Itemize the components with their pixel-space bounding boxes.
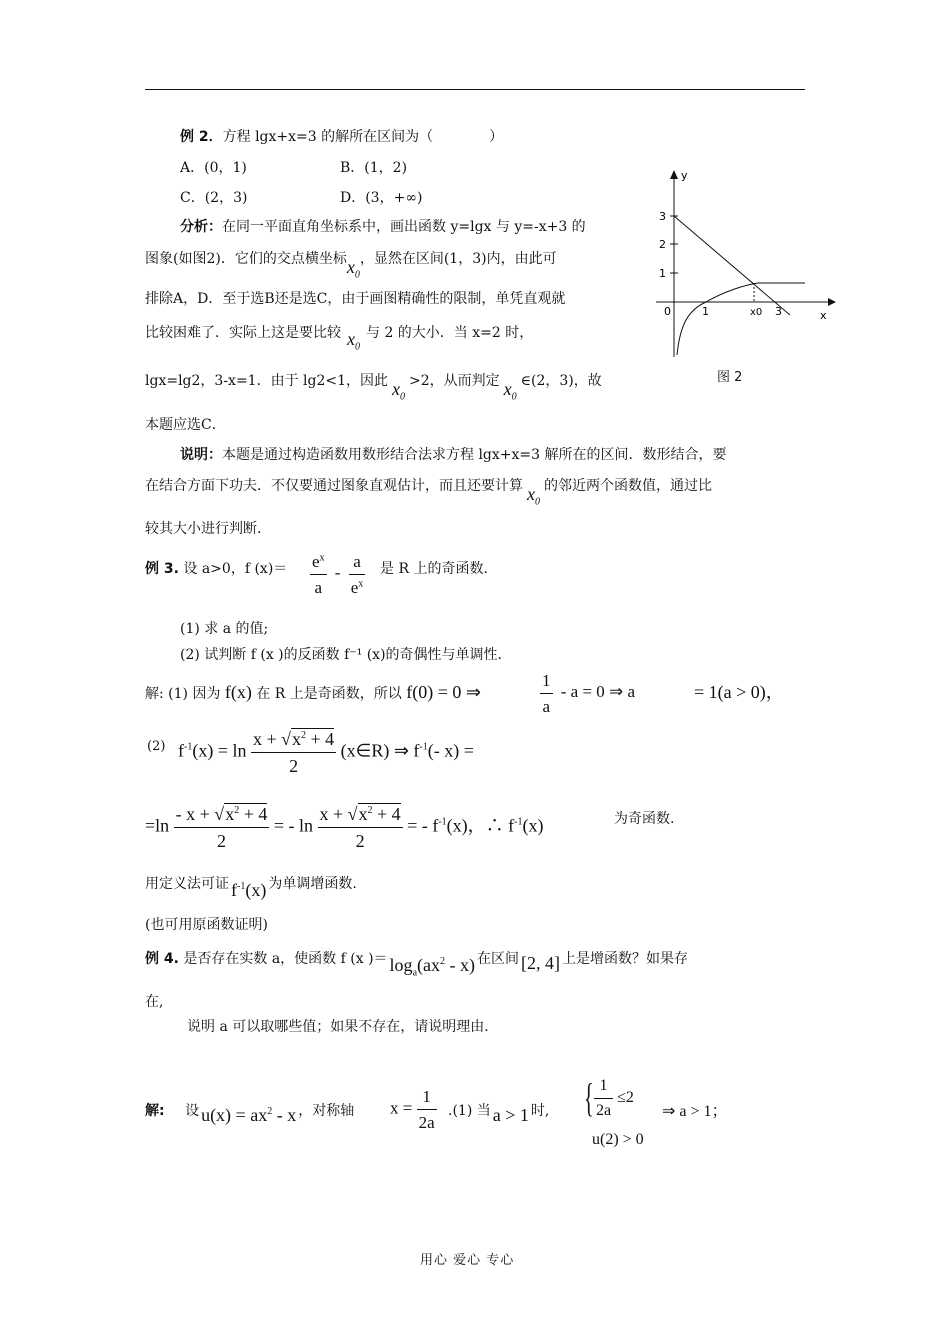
ex4-solution bbox=[145, 1100, 355, 1125]
x0-symbol: $x_0$ bbox=[503, 379, 517, 403]
analysis-line-1 bbox=[180, 220, 586, 234]
ex3-label: 例 3. bbox=[145, 561, 179, 577]
note-text-2a: 在结合方面下功夫．不仅要通过图象直观估计，而且还要计算 bbox=[145, 478, 523, 494]
ex4-result: ⇒ a > 1； bbox=[662, 1103, 728, 1120]
analysis-line-2 bbox=[145, 248, 557, 281]
monotone-line bbox=[145, 873, 357, 900]
analysis-text-4a: 比较困难了．实际上这是要比较 bbox=[145, 325, 341, 341]
y-tick-label-1: 1 bbox=[659, 267, 666, 280]
ex2-question bbox=[180, 130, 503, 144]
ex4-solution-label: 解: bbox=[145, 1103, 165, 1119]
analysis-text-5a: lgx=lg2，3-x=1．由于 lg2<1，因此 bbox=[145, 373, 389, 389]
ex4-text-a: 是否存在实数 a，使函数 f (x )＝ bbox=[183, 951, 388, 967]
y-tick-label-2: 2 bbox=[659, 238, 666, 251]
option-d: D．(3，+∞) bbox=[340, 190, 423, 206]
ex3-solution-1 bbox=[145, 683, 481, 701]
ex2-label: 例 2． bbox=[180, 129, 223, 145]
solution-1b: 在 R 上是奇函数，所以 bbox=[256, 686, 402, 702]
analysis-line-6: 本题应选C． bbox=[145, 417, 226, 433]
ex4-line-2: 在, bbox=[145, 994, 164, 1010]
analysis-line-4 bbox=[145, 322, 534, 353]
analysis-text-2a: 图象(如图2)．它们的交点横坐标 bbox=[145, 251, 347, 267]
ex3-solution-1c bbox=[694, 683, 784, 701]
footer-text: 用心 爱心 专心 bbox=[420, 1253, 515, 1268]
note-label: 说明： bbox=[180, 447, 222, 463]
ex4-case-1 bbox=[448, 1100, 550, 1125]
fraction-1-over-2a-cond: $\frac{1}{2a}$ bbox=[596, 1077, 612, 1119]
x-axis-label: x bbox=[820, 309, 827, 322]
figure-2-graph bbox=[650, 165, 840, 360]
brace: { bbox=[584, 1075, 594, 1120]
x-tick-label-1: 1 bbox=[702, 305, 709, 318]
figure-caption: 图 2 bbox=[717, 370, 743, 385]
u-definition: $u(x) = ax^2 - x$ bbox=[201, 1105, 297, 1125]
a-equals-1: = 1(a > 0)， bbox=[694, 682, 784, 702]
ex4-sol-a: 设 bbox=[185, 1103, 200, 1119]
fraction-1-over-a: $\frac{1}{a}$ bbox=[542, 671, 551, 716]
fraction-neg-x: $\frac{- x + √x^2 + 4}{2}$ bbox=[175, 804, 268, 851]
interval-2-4: [2, 4] bbox=[521, 953, 560, 973]
analysis-text-1: 在同一平面直角坐标系中，画出函数 y=lgx 与 y=-x+3 的 bbox=[222, 219, 586, 235]
x-axis-arrow bbox=[828, 298, 836, 306]
note-line-2 bbox=[145, 475, 712, 508]
analysis-line-3: 排除A，D．至于选B还是选C，由于画图精确性的限制，单凭直观就 bbox=[145, 291, 566, 307]
ex3-statement bbox=[145, 562, 287, 576]
f-of-x: f(x) bbox=[224, 682, 252, 702]
x0-symbol: $x_0$ bbox=[347, 329, 360, 353]
alt-proof-note: (也可用原函数证明) bbox=[145, 917, 268, 933]
option-a: A．(0，1) bbox=[180, 160, 247, 176]
ex3-function-formula: $\frac{e^x}{a}$ - $\frac{a}{e^x}$ bbox=[312, 552, 364, 597]
fraction-a-over-ex: $\frac{a}{e^x}$ bbox=[350, 552, 364, 597]
analysis-line-5 bbox=[145, 370, 602, 403]
y-axis-arrow bbox=[670, 170, 678, 179]
ex4-text-b: 在区间 bbox=[477, 951, 519, 967]
curve-lgx bbox=[677, 283, 805, 355]
analysis-text-4b: 与 2 的大小．当 x=2 时， bbox=[366, 325, 534, 341]
a-greater-1: a > 1 bbox=[492, 1105, 529, 1125]
origin-label: 0 bbox=[664, 305, 671, 318]
log-function: $\log_a(ax^2 - x)$ bbox=[389, 955, 475, 979]
ex3-intro: 设 a>0，f (x)＝ bbox=[183, 561, 288, 577]
note-line-1 bbox=[180, 448, 727, 462]
line-y-neg-x-plus-3 bbox=[674, 216, 790, 315]
ex3-q2: (2) 试判断 f (x )的反函数 f⁻¹ (x)的奇偶性与单调性. bbox=[180, 647, 502, 663]
ex4-line-3: 说明 a 可以取哪些值；如果不存在，请说明理由. bbox=[187, 1019, 489, 1035]
monotone-text-a: 用定义法可证 bbox=[145, 876, 229, 892]
x0-symbol: $x_0$ bbox=[392, 379, 406, 403]
header-rule bbox=[145, 89, 805, 90]
ex4-text-c: 上是增函数？如果存 bbox=[562, 951, 688, 967]
solution-label: 解: bbox=[145, 686, 164, 702]
fraction-1-over-2a: $\frac{1}{2a}$ bbox=[418, 1087, 435, 1132]
fraction-ex-over-a: $\frac{e^x}{a}$ bbox=[312, 552, 325, 597]
f0-equals-0: f(0) = 0 ⇒ bbox=[406, 682, 481, 702]
x-tick-label-3: 3 bbox=[775, 305, 782, 318]
u2-condition: u(2) > 0 bbox=[592, 1131, 644, 1148]
f-inverse: $f^{-1}(x)$ bbox=[231, 880, 267, 900]
analysis-text-5c: ∈(2，3)，故 bbox=[520, 373, 602, 389]
odd-function-text: 为奇函数. bbox=[614, 811, 675, 827]
ex3-tail: 是 R 上的奇函数. bbox=[380, 561, 488, 577]
fraction-pos-x: $\frac{x + √x^2 + 4}{2}$ bbox=[319, 804, 401, 851]
fraction-inverse: $\frac{x + √x^2 + 4}{2}$ bbox=[252, 729, 335, 776]
x0-symbol: $x_0$ bbox=[527, 484, 540, 508]
analysis-text-2b: ，显然在区间(1，3)内，由此可 bbox=[359, 251, 557, 267]
x0-tick-label: x0 bbox=[750, 307, 763, 318]
ex4-sol-b: ，对称轴 bbox=[298, 1103, 355, 1119]
option-c: C．(2，3) bbox=[180, 190, 248, 206]
note-line-3: 较其大小进行判断． bbox=[145, 521, 271, 537]
note-text-2b: 的邻近两个函数值，通过比 bbox=[544, 478, 712, 494]
ex3-part2-label: (2) bbox=[147, 739, 166, 754]
inequality-system: $\frac{1}{2a}$ ≤2 bbox=[596, 1077, 634, 1119]
x0-symbol: $x_0$ bbox=[346, 257, 360, 281]
ex4-label: 例 4. bbox=[145, 951, 179, 967]
ex3-solution-1-formula: $\frac{1}{a}$ - a = 0 ⇒ a bbox=[542, 671, 636, 716]
y-axis-label: y bbox=[681, 169, 688, 182]
inverse-odd-proof: =ln $\frac{- x + √x^2 + 4}{2}$ = - ln $\frac{x + √x^2 + 4}{2}$ = - $f^{-1}(x)$，∴ $f^{-1}(x)$ bbox=[145, 804, 544, 851]
ex2-question-text: 方程 lgx+x=3 的解所在区间为（ ） bbox=[222, 129, 504, 145]
ex4-sol-d: 时, bbox=[530, 1103, 550, 1119]
axis-of-symmetry: x = $\frac{1}{2a}$ bbox=[390, 1087, 435, 1132]
monotone-text-b: 为单调增函数. bbox=[268, 876, 357, 892]
analysis-label: 分析： bbox=[180, 219, 222, 235]
y-tick-label-3: 3 bbox=[659, 210, 666, 223]
note-text-1: 本题是通过构造函数用数形结合法求方程 lgx+x=3 解所在的区间．数形结合，要 bbox=[222, 447, 727, 463]
analysis-text-5b: >2，从而判定 bbox=[409, 373, 500, 389]
option-b: B．(1，2) bbox=[340, 160, 408, 176]
solution-1a: (1) 因为 bbox=[168, 686, 221, 702]
ex3-q1: (1) 求 a 的值; bbox=[180, 621, 269, 637]
inverse-function-formula: $f^{-1}(x) = \ln$ $\frac{x + √x^2 + 4}{2}$ (x∈R) ⇒ $f^{-1}(-$ x) = bbox=[178, 729, 474, 776]
ex4-sol-c: .(1) 当 bbox=[448, 1103, 491, 1119]
ex4-statement bbox=[145, 948, 688, 979]
